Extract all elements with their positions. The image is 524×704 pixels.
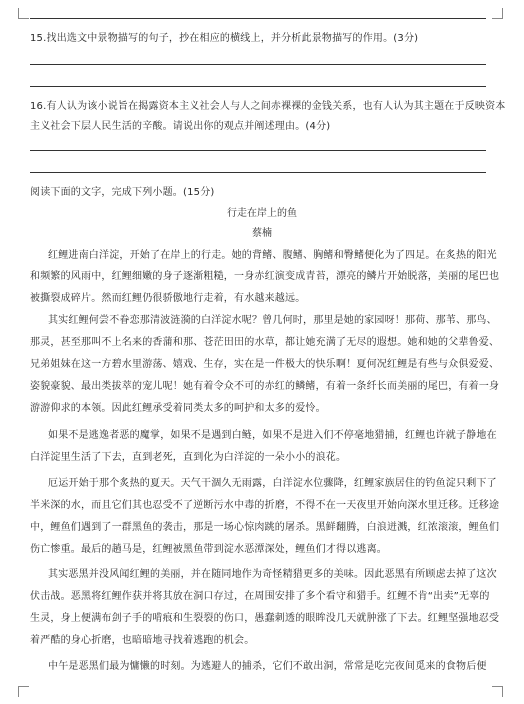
story-line: 伤亡惨重。最后的趟马是，红鲤被黑鱼带到淀水恶潭深处，鲤鱼们才得以逃离。 xyxy=(30,544,387,555)
story-line: 伏击战。恶黑将红鲤作获并将其放在洞口存过，在周围安排了多个看守和猎手。红鲤不肯“出卖”无辜的 xyxy=(30,591,490,602)
question-16-line2: 主义社会下层人民生活的辛酸。请说出你的观点并阐述理由。(4分) xyxy=(30,121,331,132)
answer-line xyxy=(30,150,486,151)
story-line: 红鲤进南白洋淀，开始了在岸上的行走。她的背鳍、腹鳍、胸鳍和臀鳍便化为了四足。在炙热的阳光 xyxy=(48,250,497,261)
crop-mark-top-left xyxy=(18,8,29,19)
story-line: 和频繁的风雨中，红鲤细嫩的身子逐渐粗糙，一身赤红演变成青苔，漂亮的鳞片开始脱落，美丽的尾巴也 xyxy=(30,271,500,282)
story-line: 那灵，甚至那叫不上名来的香蒲和那、苍茫田田的水草，都让她充满了无尽的遐想。她和她的父辈鲁爱、 xyxy=(30,337,500,348)
question-15: 15.找出选文中景物描写的句子，抄在相应的横线上，并分析此景物描写的作用。(3分) xyxy=(30,33,419,44)
crop-mark-bottom-left xyxy=(18,686,29,697)
story-line: 生灵，身上便满布剑子手的啃痕和生裂裂的伤口，愚蠢刺透的眼眸没几天就肿涨了下去。红鲤坚强地忍受 xyxy=(30,613,500,624)
story-line: 被撕裂成碎片。然而红鲤仍很骄傲地行走着，有水越来越远。 xyxy=(30,293,306,304)
answer-line xyxy=(30,86,486,87)
answer-line xyxy=(30,18,486,19)
story-line: 白洋淀里生活了下去，直到老死，直到化为白洋淀的一朵小小的浪花。 xyxy=(30,452,347,463)
story-line: 游游仰求的本领。因此红鲤承受着同类太多的呵护和太多的爱怜。 xyxy=(30,403,326,414)
story-line: 中午是恶黑们最为慵懒的时刻。为逃避人的捕杀，它们不敢出洞，常常是吃完夜间觅来的食物后便 xyxy=(48,661,487,672)
story-line: 半米深的水，而且它们其也忍受不了逆断污水中毒的折磨，不得不在一天夜里开始向深水里迁移。迁移途 xyxy=(30,500,500,511)
answer-line xyxy=(30,64,486,65)
story-line: 姿貌豪貌、最出类拔萃的宠儿呢！她有着令众不可的赤红的鳞鳍，有着一条纤长而美丽的尾巴，有着一身 xyxy=(30,381,500,392)
story-line: 兄弟姐妹在这一方碧水里游荡、嬉戏、生存，实在是一件极大的快乐啊！夏何况红鲤是有些与众俱爱爱、 xyxy=(30,359,500,370)
story-author: 蔡楠 xyxy=(252,228,272,239)
story-line: 厄运开始于那个炙热的夏天。天气干涸久无雨露，白洋淀水位骤降，红鲤家族居住的钓鱼淀只剩下了 xyxy=(48,478,497,489)
crop-mark-bottom-right xyxy=(492,686,503,697)
story-line: 其实红鲤何尝不眷恋那清波涟漪的白洋淀水呢？曾几何时，那里是她的家园呀！那荷、那苇、那鸟、 xyxy=(48,315,497,326)
crop-mark-top-right xyxy=(492,8,503,19)
question-16-line1: 16.有人认为该小说旨在揭露资本主义社会人与人之间赤裸裸的金钱关系，也有人认为其主题在于反映资本 xyxy=(30,101,506,112)
reading-instruction: 阅读下面的文字，完成下列小题。(15分) xyxy=(30,187,215,198)
story-line: 中，鲤鱼们遇到了一群黑鱼的袭击，那是一场心惊肉跳的屠杀。黑鲜翻腾，白浪迸溅，红浓滚滚，鲤鱼们 xyxy=(30,522,500,533)
story-title: 行走在岸上的鱼 xyxy=(227,208,297,219)
answer-line xyxy=(30,172,486,173)
story-line: 如果不是逃逸者恶的魔掌，如果不是遇到白鲢，如果不是进入们不停毫地猎捕，红鲤也许就子静地在 xyxy=(48,430,497,441)
story-line: 其实恶黑并没风闻红鲤的美丽，并在随同地作为奇怪精猎更多的美味。因此恶黑有所顾虑去掉了这次 xyxy=(48,569,497,580)
story-line: 着严酷的身心折磨，也暗暗地寻找着逃跑的机会。 xyxy=(30,635,255,646)
